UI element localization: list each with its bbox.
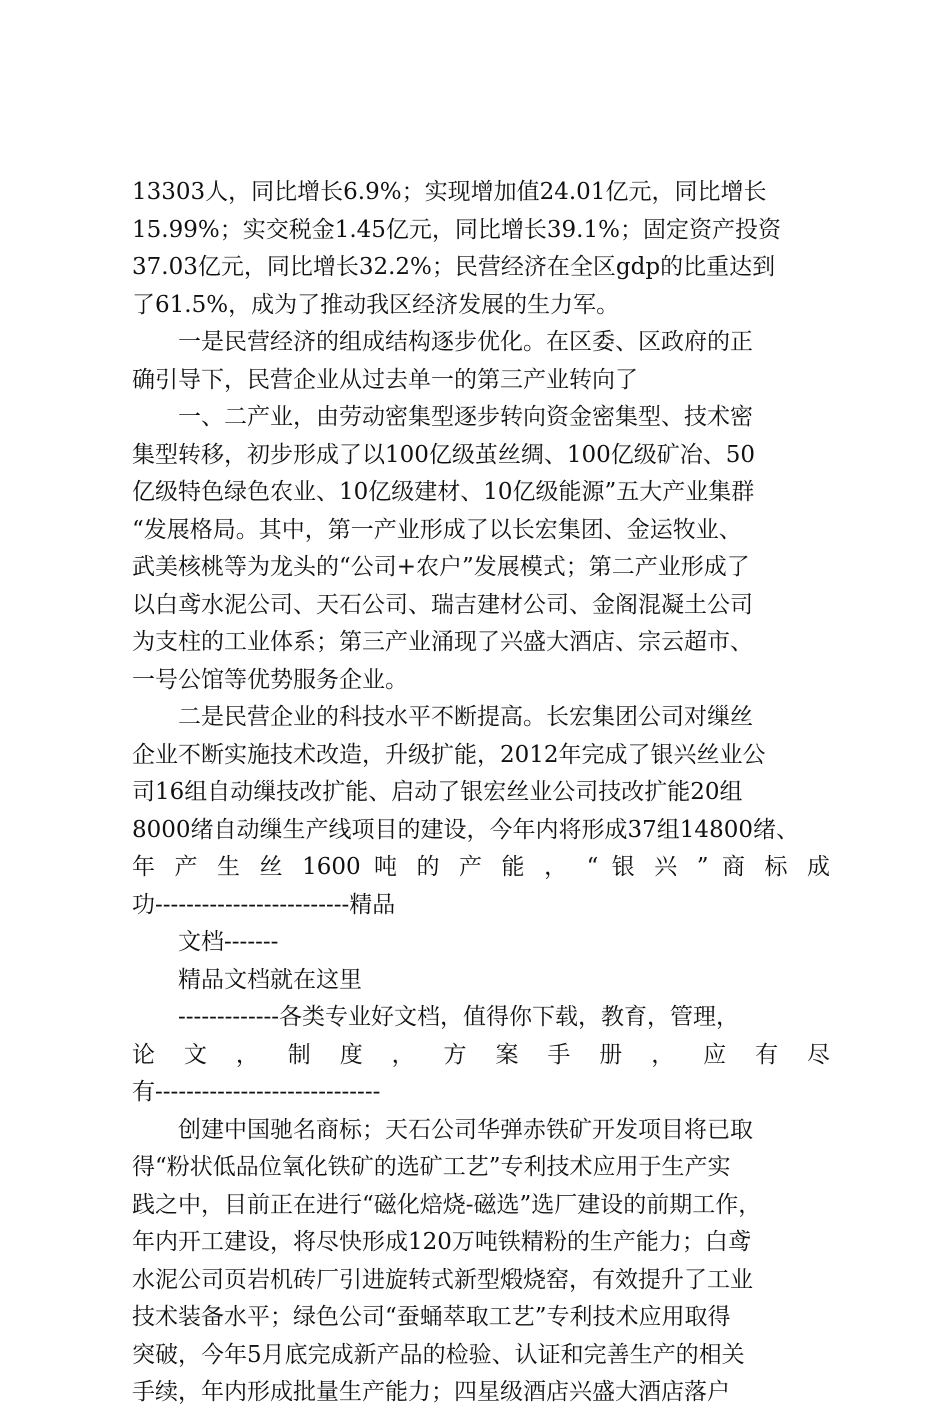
document-body [132, 174, 830, 1412]
text-line: 以白鸢水泥公司、天石公司、瑞吉建材公司、金阁混凝土公司 [132, 591, 753, 618]
text-line: -------------各类专业好文档，值得你下载，教育，管理， [178, 1004, 740, 1030]
text-line: 二是民营企业的科技水平不断提高。长宏集团公司对缫丝 [178, 704, 753, 730]
text-line: 确引导下，民营企业从过去单一的第三产业转向了 [132, 366, 638, 393]
text-line: 论 文 ， 制 度 ， 方 案 手 册 ， 应 有 尽 [132, 1041, 830, 1068]
text-line: 技术装备水平；绿色公司“蚕蛹萃取工艺”专利技术应用取得 [132, 1304, 731, 1330]
text-line: 15.99%；实交税金1.45亿元，同比增长39.1%；固定资产投资 [132, 216, 781, 243]
text-line: 一、二产业，由劳动密集型逐步转向资金密集型、技术密 [178, 404, 753, 430]
text-line: 亿级特色绿色农业、10亿级建材、10亿级能源”五大产业集群 [132, 479, 755, 505]
text-line: 手续，年内形成批量生产能力；四星级酒店兴盛大酒店落户 [132, 1379, 730, 1405]
text-line: 企业不断实施技术改造，升级扩能，2012年完成了银兴丝业公 [132, 741, 766, 768]
text-line: 突破，今年5月底完成新产品的检验、认证和完善生产的相关 [132, 1341, 745, 1368]
text-line: 武美核桃等为龙头的“公司+农户”发展模式；第二产业形成了 [132, 554, 750, 580]
text-line: 一号公馆等优势服务企业。 [132, 666, 408, 693]
text-line: 集型转移，初步形成了以100亿级茧丝绸、100亿级矿冶、50 [132, 441, 756, 468]
text-line: 水泥公司页岩机砖厂引进旋转式新型煅烧窑，有效提升了工业 [132, 1266, 753, 1293]
text-line: 8000绪自动缫生产线项目的建设，今年内将形成37组14800绪、 [132, 816, 799, 843]
text-line: 得“粉状低品位氧化铁矿的选矿工艺”专利技术应用于生产实 [132, 1154, 731, 1180]
text-line: 13303人，同比增长6.9%；实现增加值24.01亿元，同比增长 [132, 179, 767, 205]
text-line: “发展格局。其中，第一产业形成了以长宏集团、金运牧业、 [132, 516, 742, 543]
text-line: 创建中国驰名商标；天石公司华弹赤铁矿开发项目将已取 [178, 1116, 753, 1143]
text-line: 精品文档就在这里 [178, 966, 362, 993]
text-line: 37.03亿元，同比增长32.2%；民营经济在全区gdp的比重达到 [132, 254, 776, 280]
text-line: 为支柱的工业体系；第三产业涌现了兴盛大酒店、宗云超市、 [132, 629, 753, 655]
text-line: 一是民营经济的组成结构逐步优化。在区委、区政府的正 [178, 329, 753, 355]
text-line: 文档------- [178, 929, 279, 955]
text-line: 司16组自动缫技改扩能、启动了银宏丝业公司技改扩能20组 [132, 779, 743, 805]
text-line: 功-------------------------精品 [132, 891, 396, 918]
text-line: 年 产 生 丝 1600 吨 的 产 能 ， “ 银 兴 ” 商 标 成 [132, 854, 830, 880]
text-line: 践之中，目前正在进行“磁化焙烧-磁选”选厂建设的前期工作， [132, 1191, 762, 1218]
text-line: 了61.5%，成为了推动我区经济发展的生力军。 [132, 291, 620, 318]
text-line: 有----------------------------- [132, 1079, 381, 1105]
text-line: 年内开工建设，将尽快形成120万吨铁精粉的生产能力；白鸢 [132, 1229, 751, 1255]
